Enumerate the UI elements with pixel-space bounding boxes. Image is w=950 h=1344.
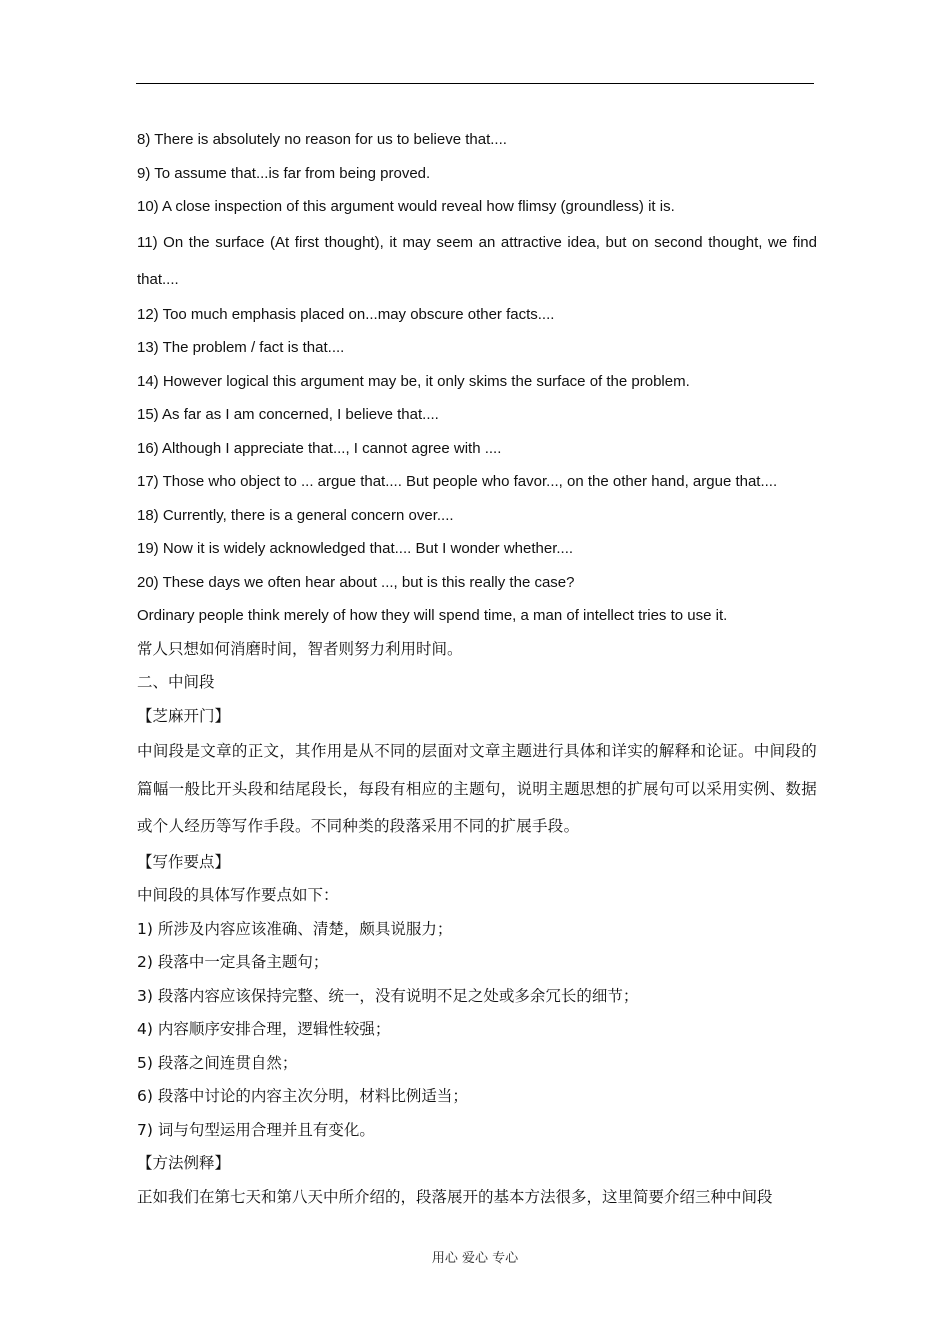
phrase-line-15: 15) As far as I am concerned, I believe that.... — [137, 406, 439, 423]
point-4: 4) 内容顺序安排合理，逻辑性较强； — [137, 1020, 391, 1038]
phrase-line-18: 18) Currently, there is a general concern over.... — [137, 506, 454, 524]
phrase-line-12: 12) Too much emphasis placed on...may obscure other facts.... — [137, 305, 555, 323]
point-2: 2) 段落中一定具备主题句； — [137, 953, 329, 971]
page-footer: 用心 爱心 专心 — [431, 1251, 519, 1266]
phrase-line-11: 11) On the surface (At first thought), it may seem an attractive idea, but on second thought, we find that.... — [137, 233, 817, 288]
phrase-line-16: 16) Although I appreciate that..., I cannot agree with .... — [137, 439, 502, 457]
point-1: 1) 所涉及内容应该准确、清楚，颇具说服力； — [137, 919, 453, 938]
points-intro: 中间段的具体写作要点如下： — [137, 886, 339, 904]
phrase-line-8: 8) There is absolutely no reason for us to believe that.... — [137, 131, 507, 148]
point-3: 3) 段落内容应该保持完整、统一，没有说明不足之处或多余冗长的细节； — [137, 986, 639, 1005]
point-5: 5) 段落之间连贯自然； — [137, 1053, 298, 1072]
phrase-line-10: 10) A close inspection of this argument would reveal how flimsy (groundless) it is. — [137, 198, 675, 215]
phrase-line-19: 19) Now it is widely acknowledged that.... But I wonder whether.... — [137, 540, 574, 557]
intro-paragraph: 中间段是文章的正文，其作用是从不同的层面对文章主题进行具体和详实的解释和论证。中间段的篇幅一般比开头段和结尾段长，每段有相应的主题句，说明主题思想的扩展句可以采用实例、数据或个人经历等写作手段。不同种类的段落采用不同的扩展手段。 — [137, 742, 817, 835]
phrase-line-17: 17) Those who object to ... argue that.... But people who favor..., on the other hand, argue that.... — [137, 473, 778, 490]
phrase-line-14: 14) However logical this argument may be, it only skims the surface of the problem. — [137, 372, 690, 390]
point-6: 6) 段落中讨论的内容主次分明，材料比例适当； — [137, 1087, 468, 1105]
phrase-line-13: 13) The problem / fact is that.... — [137, 339, 345, 356]
point-7: 7) 词与句型运用合理并且有变化。 — [137, 1120, 375, 1139]
section-heading: 二、中间段 — [137, 673, 215, 691]
quote-english: Ordinary people think merely of how they will spend time, a man of intellect tries to use it. — [137, 607, 728, 624]
subheading-method-examples: 【方法例释】 — [137, 1154, 231, 1172]
quote-chinese: 常人只想如何消磨时间，智者则努力利用时间。 — [137, 639, 463, 658]
phrase-line-20: 20) These days we often hear about ..., but is this really the case? — [137, 573, 575, 591]
subheading-writing-points: 【写作要点】 — [137, 852, 231, 871]
page-body — [137, 123, 817, 1214]
subheading-open-sesame: 【芝麻开门】 — [137, 706, 231, 725]
method-paragraph: 正如我们在第七天和第八天中所介绍的，段落展开的基本方法很多，这里简要介绍三种中间段 — [137, 1187, 773, 1206]
phrase-line-9: 9) To assume that...is far from being proved. — [137, 164, 431, 182]
header-rule — [136, 83, 814, 84]
